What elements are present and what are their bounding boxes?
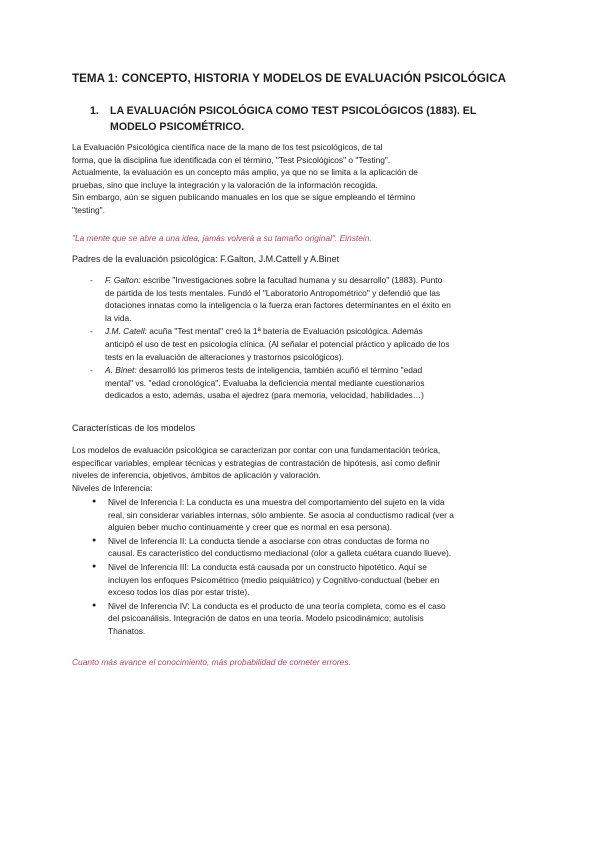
section-heading: [90, 103, 530, 135]
padre-text: de partida de los tests mentales. Fundó el "Laboratorio Antropométrico" y defendió que las: [105, 287, 441, 298]
modelos-line: Los modelos de evaluación psicológica se caracterizan por contar con una fundamentación teórica,: [72, 445, 441, 455]
nivel-text: Thanatos.: [108, 625, 146, 636]
intro-line: pruebas, sino que incluye la integración y la valoración de la información recogida.: [72, 179, 378, 190]
padre-name: J.M. Catell:: [105, 326, 147, 337]
padre-text: escribe "Investigaciones sobre la facultad humana y su desarrollo" (1883). Punto: [140, 275, 443, 285]
section-heading-line-2: MODELO PSICOMÉTRICO.: [110, 121, 245, 133]
nivel-text: incluyen los enfoques Psicométrico (medio psiquiátrico) y Cognitivo-conductual (beber en: [108, 574, 440, 585]
dash-marker: -: [90, 326, 93, 337]
nivel-text: exceso todos los días por estar triste).: [108, 587, 250, 598]
bullet-marker: ●: [92, 498, 97, 505]
modelos-line: niveles de inferencia, objetivos, ámbitos de aplicación y valoración.: [72, 470, 321, 481]
intro-paragraph: [72, 141, 532, 217]
padre-text: acuña "Test mental" creó la 1ª batería de Evaluación psicológica. Además: [146, 326, 423, 337]
modelos-paragraph: [72, 444, 532, 494]
padres-list-container: [90, 274, 535, 402]
bullet-marker: ●: [92, 562, 97, 570]
padre-text: tests en la evaluación de alteraciones y trastornos psicológicos).: [105, 351, 344, 362]
bullet-marker: ●: [92, 601, 97, 609]
padre-name: A. Binet:: [105, 365, 137, 376]
list-item: [92, 496, 533, 534]
section-heading-line-1: LA EVALUACIÓN PSICOLÓGICA COMO TEST PSICOLÓGICOS (1883). EL: [110, 105, 477, 117]
niveles-list: [92, 496, 533, 638]
list-item: [92, 600, 533, 638]
intro-line: "testing".: [72, 204, 105, 215]
nivel-text: Nivel de Inferencia IV: La conducta es el producto de una teoría completa, como es el caso: [108, 600, 446, 611]
padre-text: la vida.: [105, 312, 132, 323]
modelos-line: Niveles de Inferencia:: [72, 482, 153, 493]
padre-text: mental" vs. "edad cronológica". Evaluaba la deficiencia mental mediante cuestionarios: [105, 377, 425, 388]
modelos-line: especificar variables, emplear técnicas y estrategias de contrastación de hipótesis, así como definir: [72, 457, 441, 468]
list-item: [92, 561, 533, 599]
section-number: 1.: [90, 105, 99, 117]
padre-text: dedicados a esto, además, usaba el ajedrez (para memoria, velocidad, habilidades…): [105, 390, 424, 401]
nivel-text: del psicoanálisis. Integración de datos en una teoría. Modelo psicodinámico; autolisis: [108, 613, 424, 624]
padre-text: anticipó el uso de test en psicología clínica. (Al señalar el potencial práctico y aplicado de los: [105, 338, 450, 349]
bullet-marker: ●: [92, 536, 97, 544]
dash-marker: -: [90, 365, 93, 376]
padre-text: desarrolló los primeros tests de inteligencia, también acuñó el término "edad: [136, 365, 423, 376]
padres-heading: Padres de la evaluación psicológica: F.Galton, J.M.Cattell y A.Binet: [72, 254, 340, 264]
nivel-text: Nivel de Inferencia III: La conducta está causada por un constructo hipotético. Aquí se: [108, 561, 427, 572]
nivel-text: real, sin considerar variables internas, sólo ambiente. Se asocia al conductismo radical (ver a: [108, 509, 454, 520]
list-item: [90, 274, 535, 324]
padre-text: dotaciones innatas como la inteligencia o la fuerza eran factores determinantes en el éxito en: [105, 300, 451, 311]
einstein-quote: "La mente que se abre a una idea, jamás volverá a su tamaño original". Einstein.: [72, 233, 372, 243]
intro-line: forma, que la disciplina fue identificada con el término, "Test Psicológicos" o "Testing".: [72, 154, 391, 165]
caracteristicas-heading: Características de los modelos: [72, 423, 196, 433]
nivel-text: alguien beber mucho continuamente y creer que es normal en esa persona).: [108, 522, 392, 533]
nivel-text: Nivel de Inferencia I: La conducta es una muestra del comportamiento del sujeto en la vida: [108, 497, 445, 507]
intro-line: Sin embargo, aún se siguen publicando manuales en los que se sigue empleando el término: [72, 192, 416, 203]
padres-list: [90, 274, 535, 402]
knowledge-quote: Cuanto más avance el conocimiento, más probabilidad de cometer errores.: [72, 657, 351, 667]
list-item: [90, 325, 535, 363]
list-item: [90, 364, 535, 402]
nivel-text: causal. Es característico del conductismo mediacional (olor a galleta cuétara cuando llueve).: [108, 548, 452, 559]
nivel-text: Nivel de Inferencia II: La conducta tiende a asociarse con otras conductas de forma no: [108, 535, 430, 546]
intro-line: La Evaluación Psicológica científica nace de la mano de los test psicológicos, de tal: [72, 142, 383, 152]
dash-marker: -: [90, 275, 93, 285]
niveles-list-container: [92, 496, 533, 638]
intro-line: Actualmente, la evaluación es un concepto más amplio, ya que no se limita a la aplicación de: [72, 167, 418, 178]
document-title: TEMA 1: CONCEPTO, HISTORIA Y MODELOS DE EVALUACIÓN PSICOLÓGICA: [72, 72, 507, 85]
list-item: [92, 535, 533, 560]
padre-name: F. Galton:: [105, 275, 141, 285]
